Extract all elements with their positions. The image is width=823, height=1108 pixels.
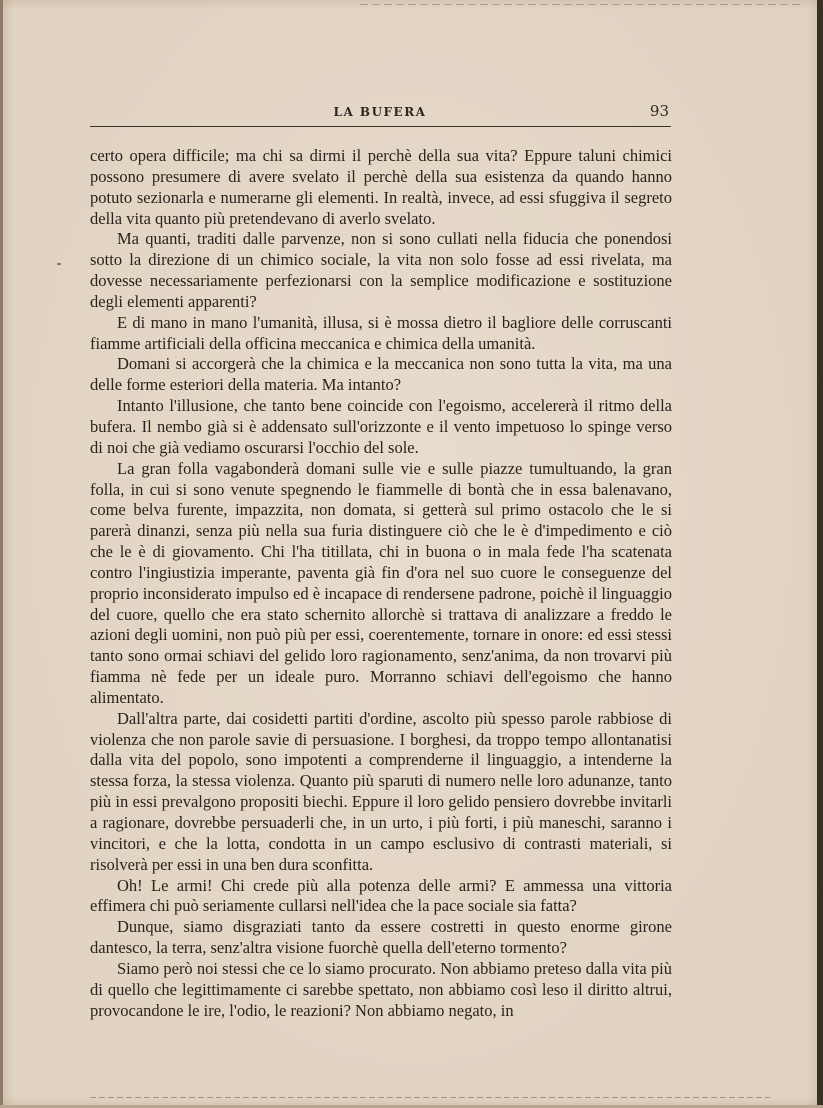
right-page-edge [817,0,823,1108]
page-number: 93 [649,102,669,120]
body-text [90,146,672,1021]
paragraph: Ma quanti, traditi dalle parvenze, non si sono cullati nella fiducia che ponendosi sotto la direzione di un chimico sociale, la vita non solo fosse ad essi rivelata, ma dovesse necessariamente perfezionarsi con la semplice modificazione e sostituzione degli elementi apparenti? [90,229,672,311]
paragraph: Intanto l'illusione, che tanto bene coincide con l'egoismo, accelererà il ritmo della bufera. Il nembo già si è addensato sull'orizzonte e il vento impetuoso lo spinge verso di noi che già vediamo oscurarsi l'occhio del sole. [90,396,672,457]
paragraph: Domani si accorgerà che la chimica e la meccanica non sono tutta la vita, ma una delle forme esteriori della materia. Ma intanto? [90,354,672,395]
bottom-edge-rule [90,1097,770,1098]
running-header [90,103,670,123]
paragraph: La gran folla vagabonderà domani sulle vie e sulle piazze tumultuando, la gran folla, in cui si sono venute spegnendo le fiammelle di bontà che in essa balenavano, come belva furente, impazzita, non domata, si getterà sul primo ostacolo che le si parerà dinanzi, senza più nella sua furia distinguere ciò che le è d'impedimento e ciò che le è di giovamento. Chi l'ha titillata, chi in buona o in mala fede l'ha scatenata contro l'ingiustizia imperante, paventa già fin d'ora nel suo cuore le conseguenze del proprio inconsiderato impulso ed è incapace di rendersene padrone, poichè il linguaggio del cuore, quello che era stato schernito allorchè si trattava di analizzare a freddo le azioni degli uomini, non può più per essi, coerentemente, tornare in onore: ed essi stessi tanto sono ormai schiavi del gelido loro ragionamento, senz'anima, da non trovarvi più fiamma nè fede per un ideale puro. Morranno schiavi dell'egoismo che hanno alimentato. [90,458,672,707]
paragraph: Dunque, siamo disgraziati tanto da essere costretti in questo enorme girone dantesco, la terra, senz'altra visione fuorchè quella dell'eterno tormento? [90,917,672,958]
paragraph: Dall'altra parte, dai cosidetti partiti d'ordine, ascolto più spesso parole rabbiose di violenza che non parole savie di persuasione. I borghesi, da troppo tempo allontanatisi dalla vita del popolo, sono impotenti a comprenderne il linguaggio, a intenderne la stessa forza, la stessa violenza. Quanto più sparuti di numero nelle loro adunanze, tanto più in essi prevalgono propositi biechi. Eppure il loro gelido pensiero dovrebbe invitarli a ragionare, dovrebbe persuaderli che, in un urto, i più forti, i più maneschi, saranno i vincitori, e che la lotta, condotta in un campo esclusivo di contrasti materiali, si risolverà per essi in una ben dura sconfitta. [90,708,672,874]
left-page-edge [0,0,3,1108]
margin-mark [57,263,61,265]
running-title: LA BUFERA [333,105,427,119]
paragraph: E di mano in mano l'umanità, illusa, si è mossa dietro il bagliore delle corruscanti fiamme artificiali della officina meccanica e chimica della umanità. [90,312,672,353]
paragraph: Oh! Le armi! Chi crede più alla potenza delle armi? E ammessa una vittoria effimera chi può seriamente cullarsi nell'idea che la pace sociale sia fatta? [90,875,672,916]
header-rule [90,126,671,127]
paragraph-continued: certo opera difficile; ma chi sa dirmi il perchè della sua vita? Eppure taluni chimici possono presumere di avere svelato il perchè della sua esistenza da quando hanno potuto sezionarla e numerarne gli elementi. In realtà, invece, ad essi sfuggiva il segreto della vita quanto più pretendevano di averlo svelato. [90,146,672,228]
paragraph: Siamo però noi stessi che ce lo siamo procurato. Non abbiamo preteso dalla vita più di quello che legittimamente ci sarebbe spettato, non abbiamo così leso il diritto altrui, provocandone le ire, l'odio, le reazioni? Non abbiamo negato, in [90,958,672,1020]
top-edge-rule [360,4,800,5]
